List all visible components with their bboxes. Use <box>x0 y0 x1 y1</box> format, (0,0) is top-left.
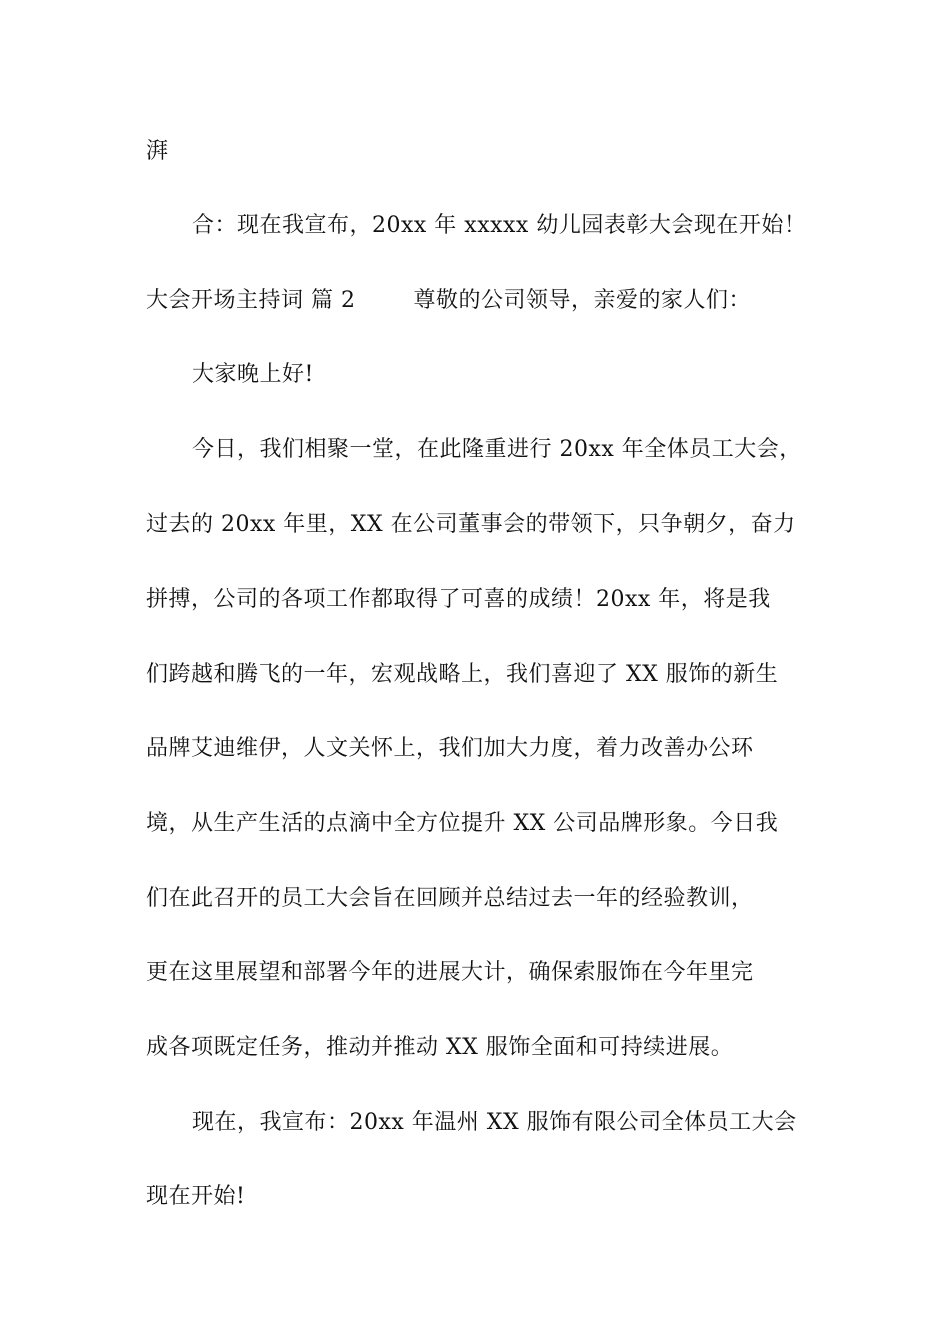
text-line: 合：现在我宣布，20xx 年 xxxxx 幼儿园表彰大会现在开始！ <box>192 213 807 238</box>
text-line-heading <box>146 286 846 316</box>
salutation: 尊敬的公司领导，亲爱的家人们： <box>413 288 751 313</box>
text-line: 湃 <box>146 139 169 164</box>
text-line: 品牌艾迪维伊，人文关怀上，我们加大力度，着力改善办公环 <box>146 736 754 761</box>
text-line: 境，从生产生活的点滴中全方位提升 XX 公司品牌形象。今日我 <box>146 811 779 836</box>
text-line: 大家晚上好! <box>192 362 314 387</box>
text-line: 拼搏，公司的各项工作都取得了可喜的成绩！20xx 年，将是我 <box>146 587 771 612</box>
text-line: 现在，我宣布：20xx 年温州 XX 服饰有限公司全体员工大会 <box>192 1110 797 1135</box>
section-heading: 大会开场主持词 篇 2 <box>146 288 356 313</box>
text-line: 们在此召开的员工大会旨在回顾并总结过去一年的经验教训， <box>146 886 754 911</box>
text-line: 成各项既定任务，推动并推动 XX 服饰全面和可持续进展。 <box>146 1035 734 1060</box>
text-line: 过去的 20xx 年里，XX 在公司董事会的带领下，只争朝夕，奋力 <box>146 512 796 537</box>
text-line: 现在开始! <box>146 1184 246 1209</box>
text-line: 们跨越和腾飞的一年，宏观战略上，我们喜迎了 XX 服饰的新生 <box>146 662 779 687</box>
text-line: 更在这里展望和部署今年的进展大计，确保索服饰在今年里完 <box>146 960 754 985</box>
text-line: 今日，我们相聚一堂，在此隆重进行 20xx 年全体员工大会， <box>192 437 802 462</box>
